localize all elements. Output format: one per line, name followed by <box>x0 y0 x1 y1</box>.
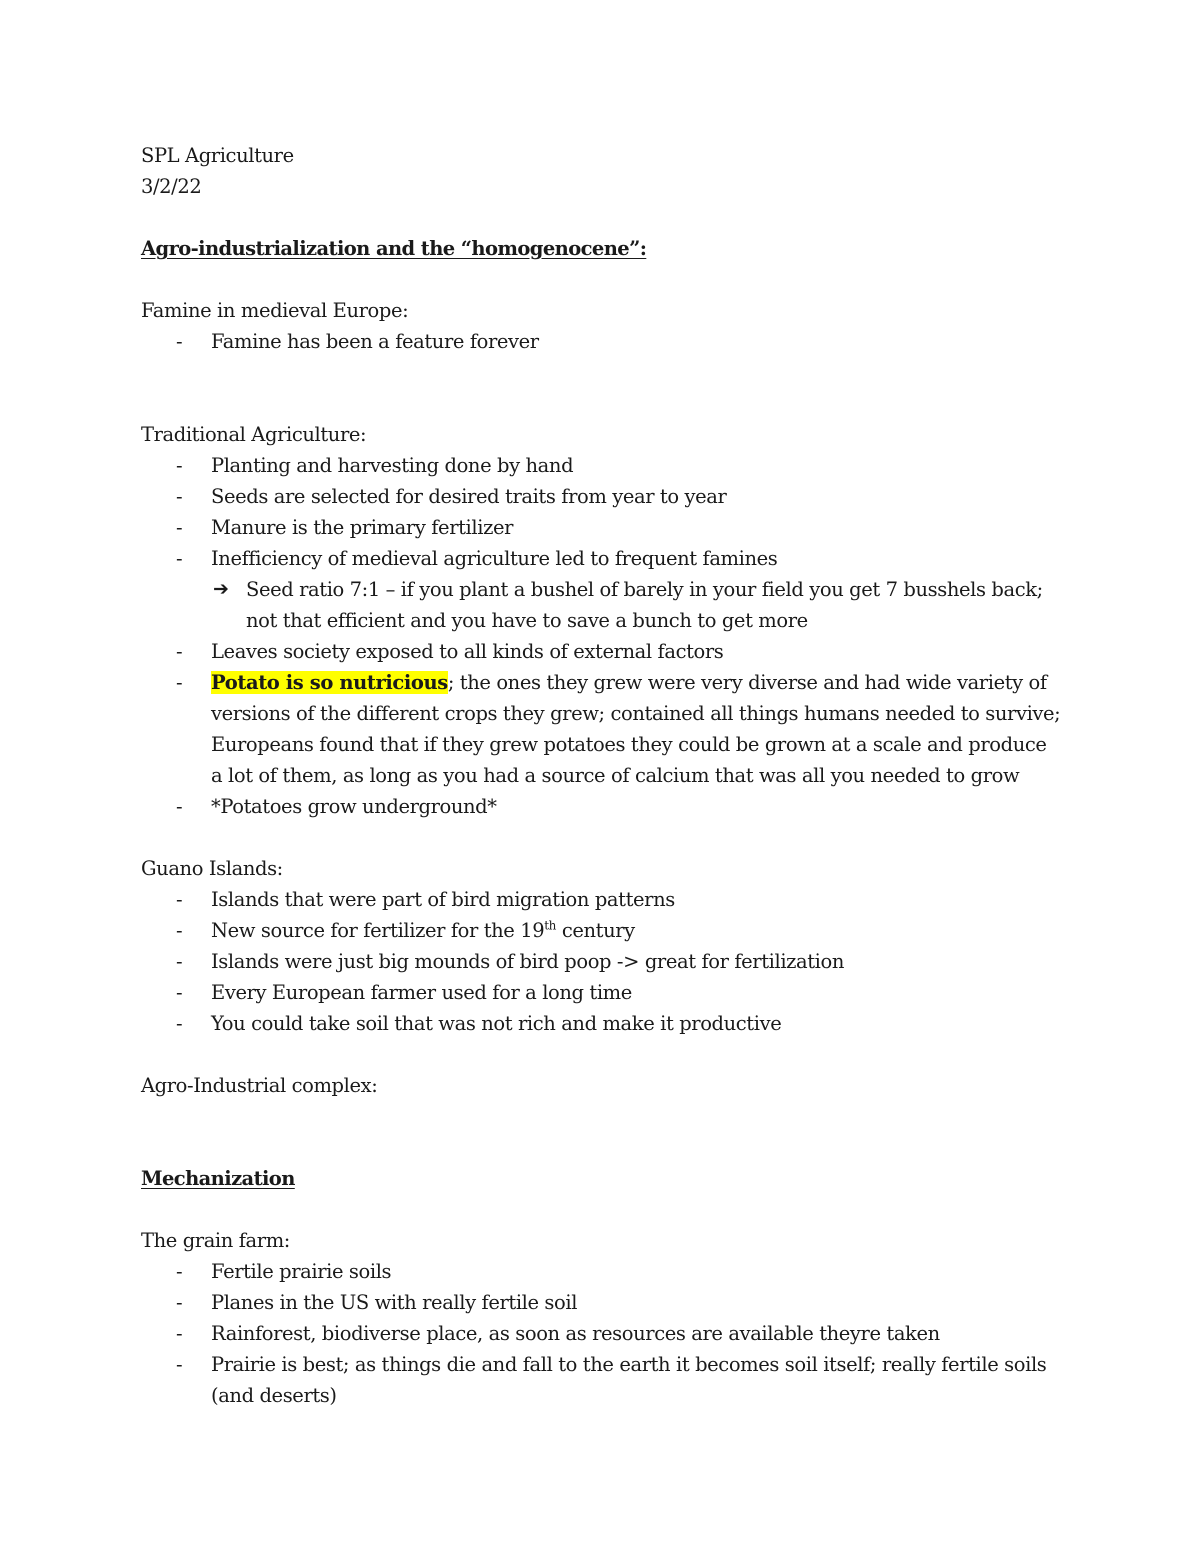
section-label-traditional: Traditional Agriculture: <box>141 423 367 446</box>
document-date: 3/2/22 <box>141 175 202 198</box>
list-item-text: Planting and harvesting done by hand <box>211 454 574 477</box>
list-item <box>141 512 1061 543</box>
bullet-dash: - <box>176 1291 183 1314</box>
list-item-potato <box>141 667 1061 791</box>
section-label-famine: Famine in medieval Europe: <box>141 299 409 322</box>
list-item <box>141 884 1061 915</box>
document-page <box>141 140 1061 1411</box>
sub-list-item-text: Seed ratio 7:1 – if you plant a bushel of barely in your field you get 7 busshels back; not that efficient and you have to save a bunch to get more <box>246 578 1043 632</box>
list-item-text: Islands that were part of bird migration patterns <box>211 888 675 911</box>
list-item-text: Planes in the US with really fertile soil <box>211 1291 578 1314</box>
list-item-text: Fertile prairie soils <box>211 1260 392 1283</box>
list-item <box>141 1008 1061 1039</box>
arrow-icon: ➔ <box>213 578 229 600</box>
list-item-text: Leaves society exposed to all kinds of external factors <box>211 640 724 663</box>
list-item-text: Seeds are selected for desired traits from year to year <box>211 485 727 508</box>
list-item-text: century <box>556 919 635 942</box>
main-heading: Agro-industrialization and the “homogenocene”: <box>141 237 647 260</box>
list-item <box>141 481 1061 512</box>
section-label-agro-complex: Agro-Industrial complex: <box>141 1074 378 1097</box>
list-item-text: *Potatoes grow underground* <box>211 795 497 818</box>
bullet-dash: - <box>176 919 183 942</box>
list-item <box>141 977 1061 1008</box>
bullet-dash: - <box>176 888 183 911</box>
list-item <box>141 791 1061 822</box>
list-item <box>141 543 1061 574</box>
bullet-dash: - <box>176 1353 183 1376</box>
list-item-text: Prairie is best; as things die and fall to the earth it becomes soil itself; really fertile soils (and deserts) <box>211 1353 1047 1407</box>
superscript: th <box>544 918 557 933</box>
list-item <box>141 946 1061 977</box>
bullet-dash: - <box>176 330 183 353</box>
bullet-dash: - <box>176 1260 183 1283</box>
list-item <box>141 1256 1061 1287</box>
list-item-text: Every European farmer used for a long time <box>211 981 632 1004</box>
bullet-dash: - <box>176 795 183 818</box>
list-item-text: ; the ones they grew were very diverse and had wide variety of versions of the different crops they grew; contained all things humans needed to survive; Europeans found that if they grew potatoes they could be grown at a scale and produce a lot of them, as long as you had a source of calcium that was all you needed to grow <box>211 671 1061 787</box>
bullet-dash: - <box>176 1012 183 1035</box>
section-heading-mechanization: Mechanization <box>141 1167 295 1190</box>
bullet-dash: - <box>176 950 183 973</box>
list-item <box>141 1287 1061 1318</box>
list-item <box>141 326 1061 357</box>
bullet-dash: - <box>176 454 183 477</box>
bullet-dash: - <box>176 671 183 694</box>
list-item-text: Famine has been a feature forever <box>211 330 539 353</box>
section-label-grain: The grain farm: <box>141 1229 290 1252</box>
bullet-dash: - <box>176 485 183 508</box>
list-item <box>141 1349 1061 1411</box>
section-label-guano: Guano Islands: <box>141 857 283 880</box>
bullet-dash: - <box>176 547 183 570</box>
list-item-text: New source for fertilizer for the 19 <box>211 919 545 942</box>
list-item <box>141 636 1061 667</box>
sub-list-item <box>141 574 1061 636</box>
list-item-text: Inefficiency of medieval agriculture led to frequent famines <box>211 547 778 570</box>
list-item-text: Rainforest, biodiverse place, as soon as resources are available theyre taken <box>211 1322 940 1345</box>
document-title: SPL Agriculture <box>141 144 294 167</box>
list-item-text: You could take soil that was not rich and make it productive <box>211 1012 782 1035</box>
list-item-text: Islands were just big mounds of bird poop -> great for fertilization <box>211 950 845 973</box>
bullet-dash: - <box>176 981 183 1004</box>
list-item <box>141 1318 1061 1349</box>
list-item <box>141 450 1061 481</box>
list-item <box>141 915 1061 946</box>
list-item-text: Manure is the primary fertilizer <box>211 516 513 539</box>
bullet-dash: - <box>176 1322 183 1345</box>
bullet-dash: - <box>176 516 183 539</box>
bullet-dash: - <box>176 640 183 663</box>
highlighted-text: Potato is so nutricious <box>211 671 448 694</box>
